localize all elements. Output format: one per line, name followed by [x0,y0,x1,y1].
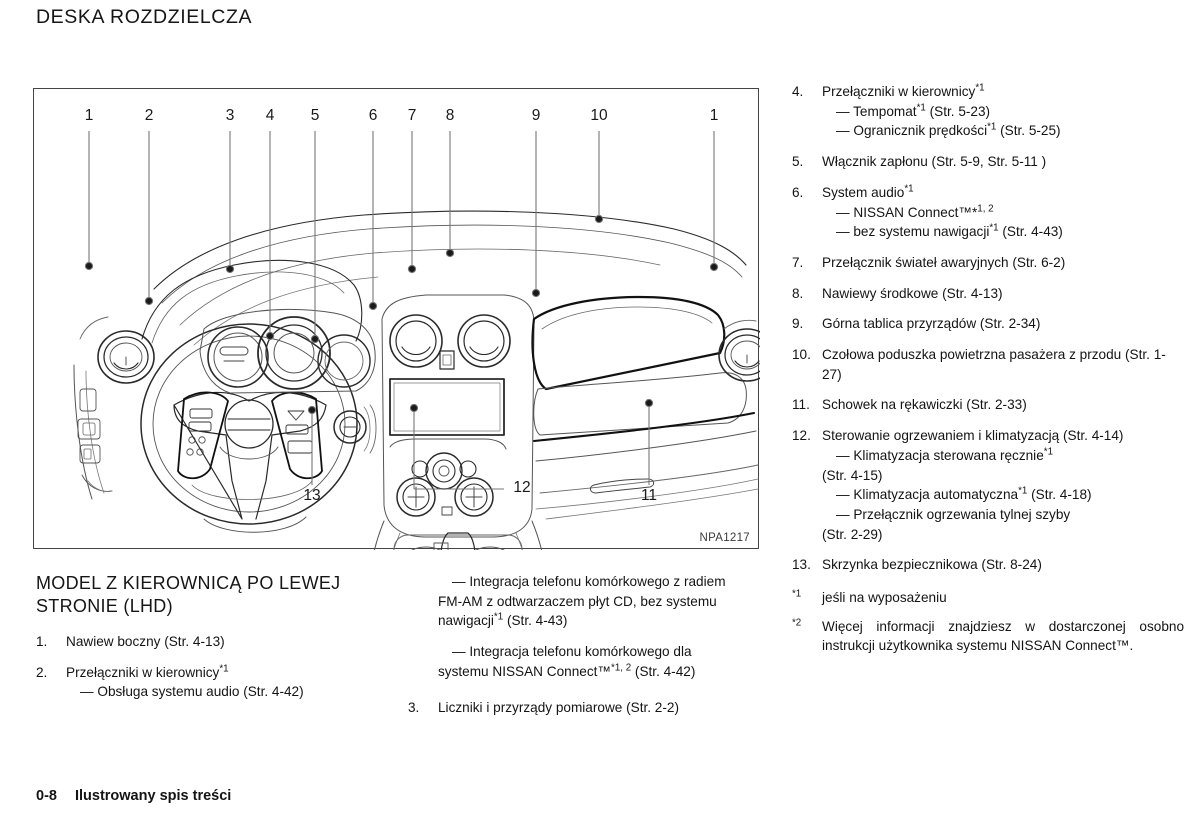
sub-post: (Str. 5-23) [925,103,991,119]
list-item-2 [36,663,396,702]
callout-12: 12 [513,479,531,496]
continuation-1-line-3-post: (Str. 4-43) [503,613,568,629]
dashboard-illustration-figure [33,88,759,549]
list-item-2-sub-1: — Obsługa systemu audio (Str. 4-42) [80,684,304,700]
list-item-4-body [822,82,1184,141]
callout-13: 13 [303,487,321,504]
footnote-2-mark [792,617,822,637]
list-item-13-text: Skrzynka bezpiecznikowa (Str. 8-24) [822,557,1042,573]
list-item-8 [792,284,1184,304]
callout-2: 2 [144,107,154,124]
callout-5: 5 [310,107,320,124]
list-item-11-number: 11. [792,397,810,413]
footnote-2-marker: *2 [792,617,802,629]
list-item-5-text: Włącznik zapłonu (Str. 5-9, Str. 5-11 ) [822,154,1047,170]
list-item-3-text: Liczniki i przyrządy pomiarowe (Str. 2-2) [438,699,679,715]
footer-page-number: 0-8 [36,788,57,804]
list-item-12-number: 12. [792,428,811,444]
callout-4: 4 [265,107,275,124]
list-item-4-sub-1 [822,102,1184,122]
footnote-ref-1-2: *1, 2 [611,662,632,674]
callout-10: 10 [590,107,608,124]
list-item-7 [792,253,1184,273]
continuation-1-line-3 [438,611,768,631]
list-item-12-sub-3 [822,485,1184,505]
list-item-9 [792,314,1184,334]
continuation-block-1 [408,572,768,631]
list-item-2-text: Przełączniki w kierownicy [66,664,220,680]
list-item-6-sub-2 [822,222,1184,242]
footer-section-title: Ilustrowany spis treści [74,788,232,804]
footnote-ref-1: *1 [219,663,229,675]
right-text-column [792,82,1184,665]
list-item-12-text: Sterowanie ogrzewaniem i klimatyzacją (Str. 4-14) [822,428,1124,444]
list-item-7-text: Przełącznik świateł awaryjnych (Str. 6-2) [822,254,1066,270]
continuation-2-line-2-pre: systemu NISSAN Connect™ [438,663,612,679]
list-item-10-number: 10. [792,347,811,363]
footnote-ref-1: *1 [1043,446,1054,458]
section-heading-lhd: MODEL Z KIEROWNICĄ PO LEWEJ STRONIE (LHD) [36,573,341,617]
continuation-block-2 [408,642,768,681]
list-item-1 [36,632,396,652]
continuation-1-line-2: FM-AM z odtwarzaczem płyt CD, bez systemu [438,593,717,609]
callout-1-left: 1 [84,107,94,124]
footnote-ref-1: *1 [493,611,504,623]
continuation-2-line-2 [438,662,768,682]
list-item-12-body [822,426,1184,544]
list-item-4-number: 4. [792,84,804,99]
callout-9: 9 [531,107,541,124]
sub-pre: — NISSAN Connect™* [836,204,978,220]
figure-id-label: NPA1217 [699,532,750,544]
callout-11: 11 [640,487,658,504]
sub-pre: — Tempomat [836,103,917,119]
list-item-2-number: 2. [36,664,48,680]
sub-post: (Str. 4-18) [1027,487,1092,503]
sub-post: (Str. 4-43) [998,224,1063,240]
list-item-6-number: 6. [792,184,804,200]
sub-pre: — Klimatyzacja sterowana ręcznie [836,447,1044,463]
list-item-7-number: 7. [792,254,804,270]
footnote-2 [792,617,1184,656]
page-title: DESKA ROZDZIELCZA [36,6,253,28]
callout-8: 8 [445,107,455,124]
continuation-1-line-1: — Integracja telefonu komórkowego z radiem [452,574,726,589]
callout-1-right: 1 [709,107,719,124]
list-item-4 [792,82,1184,141]
list-item-1-text: Nawiew boczny (Str. 4-13) [66,634,225,650]
sub-pre: — Klimatyzacja automatyczna [836,487,1019,503]
footnote-ref-1: *1 [989,222,999,234]
left-text-column [36,572,396,713]
callout-6: 6 [368,107,378,124]
continuation-2-line-2-post: (Str. 4-42) [631,663,696,679]
list-item-4-text: Przełączniki w kierownicy [822,84,976,99]
footnote-1 [792,588,1184,608]
footnote-ref-1: *1 [975,82,985,94]
list-item-8-text: Nawiewy środkowe (Str. 4-13) [822,285,1003,301]
sub-post: (Str. 5-25) [996,123,1061,139]
list-item-9-text: Górna tablica przyrządów (Str. 2-34) [822,316,1041,332]
list-item-10-text: Czołowa poduszka powietrzna pasażera z przodu (Str. 1-27) [822,347,1166,382]
footnote-1-mark [792,588,822,608]
list-item-2-body [66,663,396,702]
list-item-3 [408,698,768,718]
list-item-11 [792,395,1184,415]
footnote-2-text: Więcej informacji znajdziesz w dostarczonej osobno instrukcji użytkownika systemu NISSAN Connect™. [822,618,1184,654]
dashboard-line-drawing [34,89,760,550]
callout-3: 3 [225,107,235,124]
list-item-10 [792,345,1184,384]
footnote-ref-1: *1 [987,121,997,133]
list-item-9-number: 9. [792,316,804,332]
list-item-5 [792,152,1184,172]
middle-text-column [408,572,768,728]
footnote-1-marker: *1 [792,588,802,600]
list-item-1-number: 1. [36,634,48,650]
footnote-ref-1: *1 [916,102,926,114]
list-item-6 [792,183,1184,242]
list-item-11-text: Schowek na rękawiczki (Str. 2-33) [822,397,1027,413]
list-item-12-sub-4: — Przełącznik ogrzewania tylnej szyby [836,506,1071,522]
footnote-ref-1-2: 1, 2 [977,202,994,214]
list-item-4-sub-2 [822,121,1184,141]
sub-pre: — Ogranicznik prędkości [836,123,988,139]
sub-pre: — bez systemu nawigacji [836,224,990,240]
list-item-13 [792,555,1184,575]
list-item-8-number: 8. [792,285,804,301]
list-item-3-number: 3. [408,699,420,715]
footnote-1-text: jeśli na wyposażeniu [822,590,947,606]
list-item-6-text: System audio [822,184,905,200]
continuation-2-line-1: — Integracja telefonu komórkowego dla [452,644,692,660]
list-item-13-number: 13. [792,557,811,573]
page-footer [36,788,231,804]
continuation-1-line-3-pre: nawigacji [438,613,494,629]
list-item-6-body [822,183,1184,242]
list-item-12-sub-2: (Str. 4-15) [822,467,883,483]
list-item-12-sub-5: (Str. 2-29) [822,526,883,542]
footnote-ref-1: *1 [904,183,914,195]
list-item-12 [792,426,1184,544]
list-item-6-sub-1 [822,203,1184,223]
list-item-5-number: 5. [792,154,804,170]
footnote-ref-1: *1 [1018,485,1028,497]
callout-7: 7 [407,107,417,124]
list-item-12-sub-1 [822,446,1184,466]
